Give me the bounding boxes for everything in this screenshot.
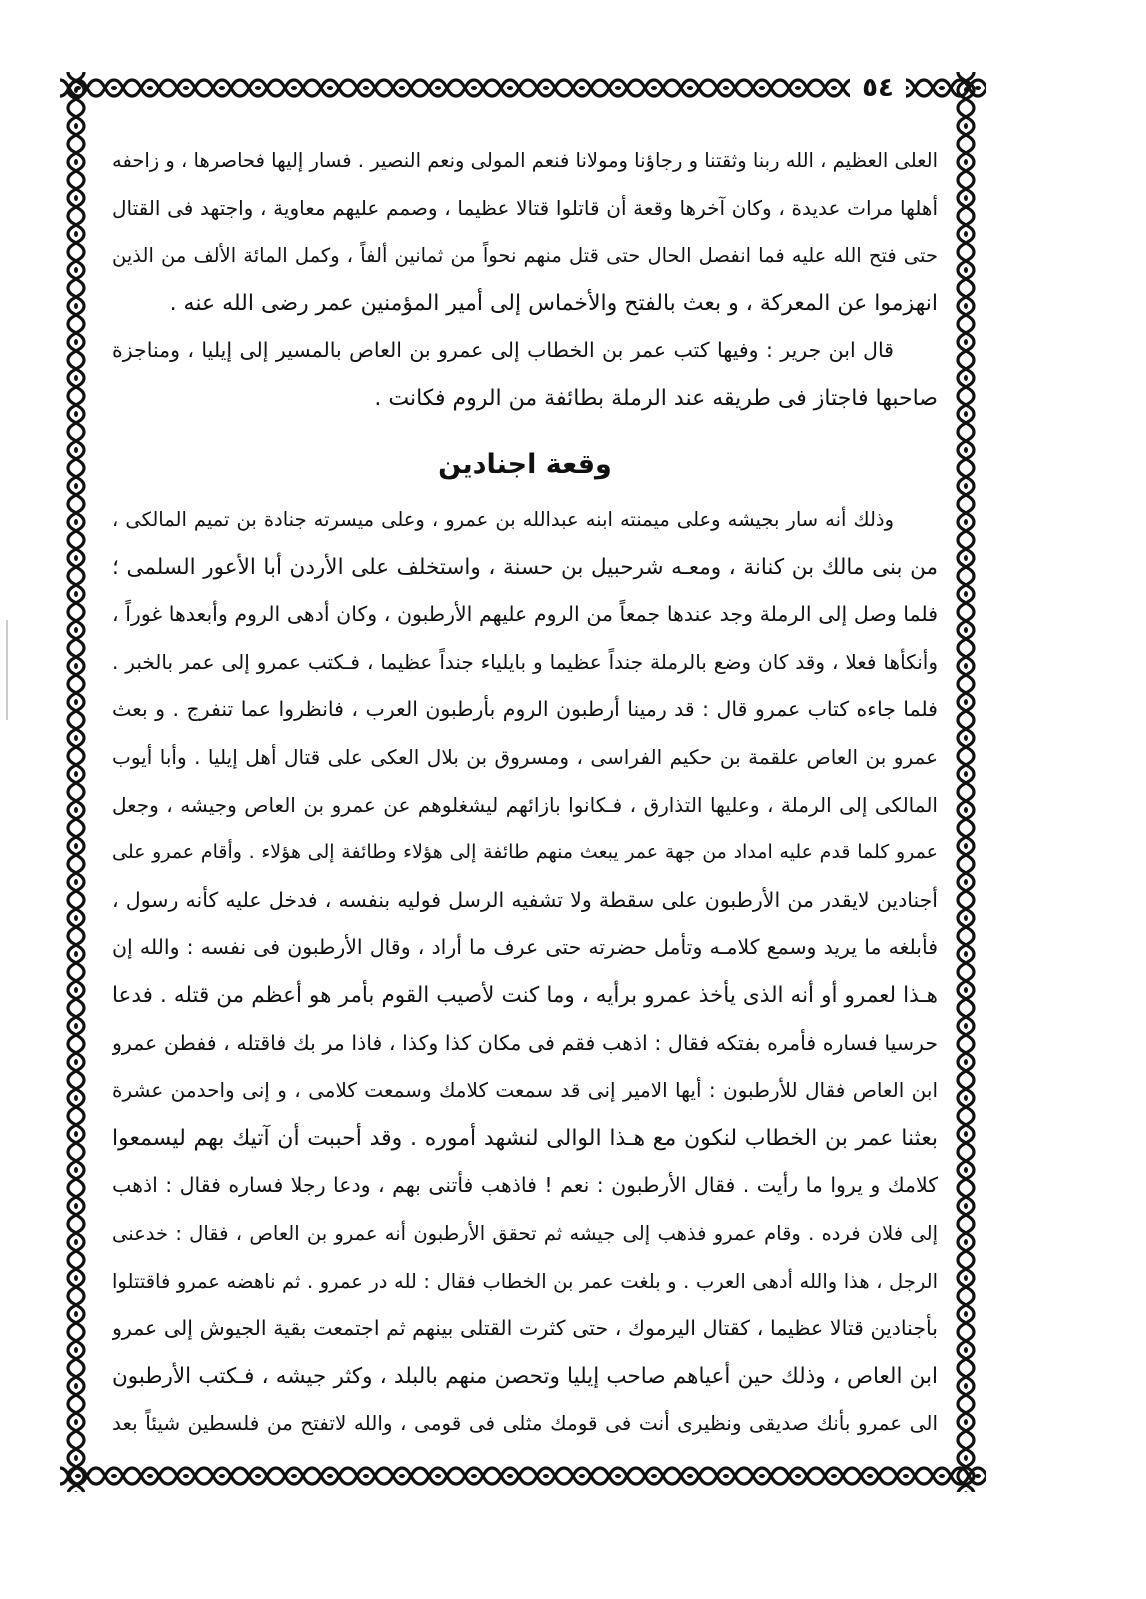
text-line: ابن العاص فقال للأرطبون : أيها الامير إنى قد سمعت كلامك وسمعت كلامى ، و إنى واحدمن عشرة: [112, 1078, 938, 1103]
text-line: وذلك أنه سار بجيشه وعلى ميمنته ابنه عبدالله بن عمرو ، وعلى ميسرته جنادة بن تميم المالكى ،: [112, 508, 894, 531]
paragraph-1: [112, 137, 938, 423]
text-line: المالكى إلى الرملة ، وعليها التذارق ، فـكانوا بازائهم ليشغلوهم عن عمرو بن العاص وجيشه ، وجعل: [112, 792, 938, 817]
text-line: هـذا لعمرو أو أنه الذى يأخذ عمرو برأيه ، وما كنت لأصيب القوم بأمر هو أعظم من قتله . فدعا: [112, 982, 938, 1008]
page-number: ٥٤: [852, 66, 904, 110]
text-line: حرسيا فساره فأمره بفتكه فقال : اذهب فقم فى مكان كذا وكذا ، فاذا مر بك فاقتله ، ففطن عمرو: [112, 1030, 938, 1055]
text-line: عمرو كلما قدم عليه امداد من جهة عمر يبعث منهم طائفة إلى هؤلاء وطائفة إلى هؤلاء . وأقام عمرو على: [112, 841, 938, 864]
section-heading: وقعة اجنادين: [438, 449, 612, 480]
text-line: كلامك و يروا ما رأيت . فقال الأرطبون : نعم ! فاذهب فأتنى بهم ، ودعا رجلا فساره فقال : اذهب: [112, 1173, 938, 1198]
text-line: انهزموا عن المعركة ، و بعث بالفتح والأخماس إلى أمير المؤمنين عمر رضى الله عنه .: [169, 290, 938, 316]
text-line: أجنادين لايقدر من الأرطبون على سقطة ولا تشفيه الرسل فوليه بنفسه ، فدخل عليه كأنه رسول ،: [112, 887, 938, 912]
text-line: عمرو بن العاص علقمة بن حكيم الفراسى ، ومسروق بن بلال العكى على قتال أهل إيليا . وأبا أيوب: [112, 744, 938, 769]
text-line: قال ابن جرير : وفيها كتب عمر بن الخطاب إلى عمرو بن العاص بالمسير إلى إيليا ، ومناجزة: [112, 338, 894, 363]
text-line: من بنى مالك بن كنانة ، ومعـه شرحبيل بن حسنة ، واستخلف على الأردن أبا الأعور السلمى ؛: [112, 554, 938, 580]
text-line: العلى العظيم ، الله ربنا وثقتنا و رجاؤنا ومولانا فنعم المولى ونعم النصير . فسار إليها فحاصرها ، و زاحفه: [112, 149, 938, 172]
text-line: حتى فتح الله عليه فما انفصل الحال حتى قتل منهم نحواً من ثمانين ألفاً ، وكمل المائة الألف من الذين: [112, 244, 938, 268]
border-right: [950, 72, 982, 1492]
text-line: فلما جاءه كتاب عمرو قال : قد رمينا أرطبون الروم بأرطبون العرب ، فانظروا عما تنفرج . و بعث: [112, 697, 938, 722]
text-line: صاحبها فاجتاز فى طريقه عند الرملة بطائفة من الروم فكانت .: [374, 385, 938, 411]
border-bottom: [60, 1460, 986, 1492]
border-left: [60, 72, 92, 1492]
border-top: [60, 72, 850, 104]
text-line: إلى فلان فرده . وقام عمرو فذهب إلى جيشه ثم تحقق الأرطبون أنه عمرو بن العاص ، فقال : خدعنى: [112, 1221, 938, 1245]
text-line: أهلها مرات عديدة ، وكان آخرها وقعة أن قاتلوا قتالا عظيما ، وصمم عليهم معاوية ، واجتهد فى القتال: [112, 195, 938, 220]
paragraph-3: [112, 496, 938, 1448]
text-line: فأبلغه ما يريد وسمع كلامـه وتأمل حضرته حتى عرف ما أراد ، وقال الأرطبون فى نفسه : والله إن: [112, 935, 938, 960]
text-line: الرجل ، هذا والله أدهى العرب . و بلغت عمر بن الخطاب فقال : لله در عمرو . ثم ناهضه عمرو فاقتتلوا: [112, 1269, 938, 1293]
scan-margin-mark: [6, 620, 8, 720]
text-line: بأجنادين قتالا عظيما ، كقتال اليرموك ، حتى كثرت القتلى بينهم ثم اجتمعت بقية الجيوش إلى عمرو: [112, 1316, 938, 1341]
text-line: فلما وصل إلى الرملة وجد عندها جمعاً من الروم عليهم الأرطبون ، وكان أدهى الروم وأبعدها غوراً ،: [112, 602, 938, 627]
text-line: الى عمرو بأنك صديقى ونظيرى أنت فى قومك مثلى فى قومى ، والله لاتفتح من فلسطين شيئاً بعد: [112, 1411, 938, 1436]
text-line: وأنكأها فعلا ، وقد كان وضع بالرملة جنداً عظيما و بايلياء جنداً عظيما ، فـكتب عمرو إلى عمر بالخبر .: [112, 649, 938, 674]
text-line: ابن العاص ، وذلك حين أعياهم صاحب إيليا وتحصن منهم بالبلد ، وكثر جيشه ، فـكتب الأرطبون: [112, 1363, 938, 1389]
text-line: بعثنا عمر بن الخطاب لنكون مع هـذا الوالى لنشهد أموره . وقد أحببت أن آتيك بهم ليسمعوا: [112, 1125, 938, 1151]
